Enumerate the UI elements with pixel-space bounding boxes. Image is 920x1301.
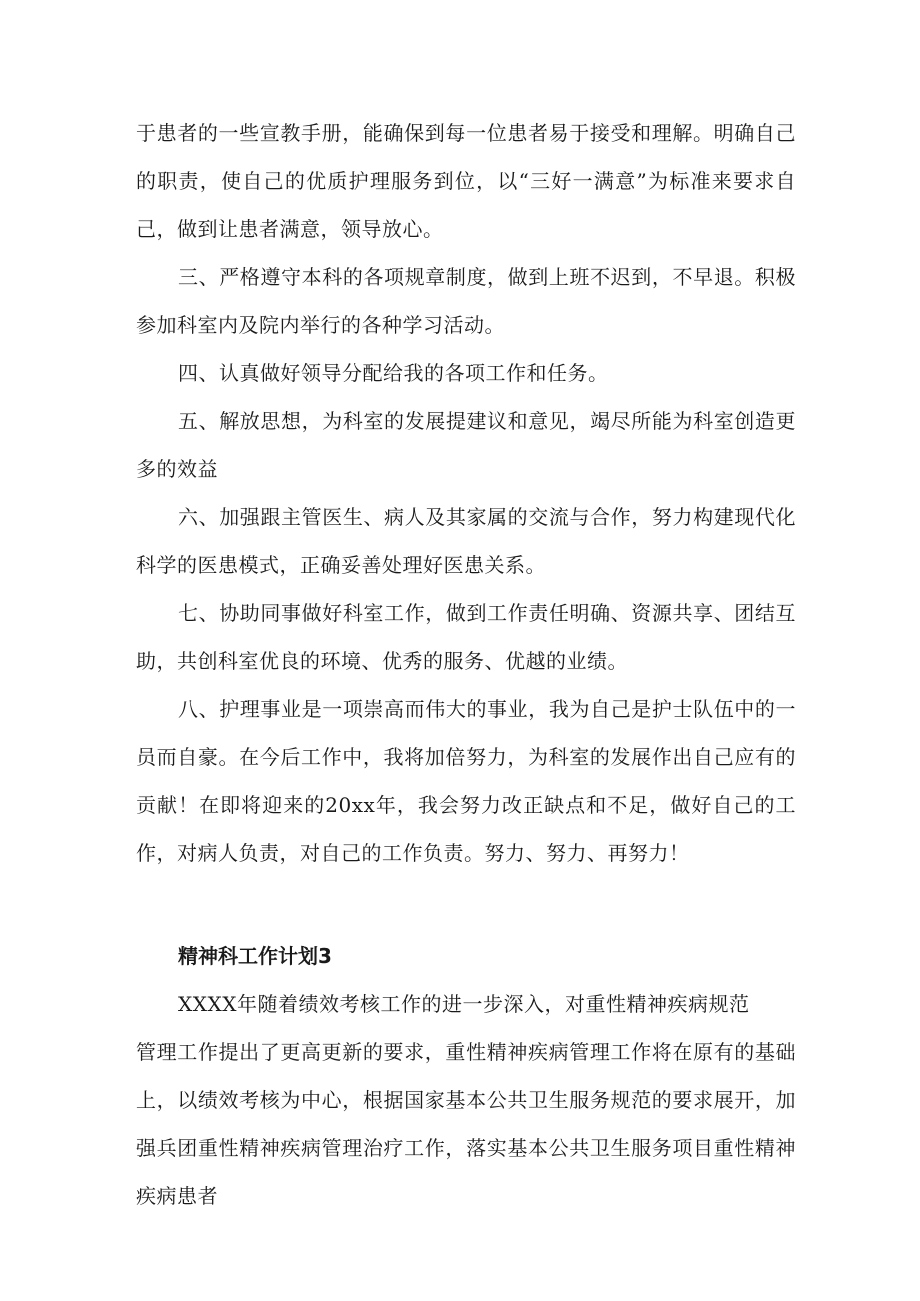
paragraph-item-7: 七、协助同事做好科室工作，做到工作责任明确、资源共享、团结互助，共创科室优良的环境、优秀的服务、优越的业绩。 [136,601,796,673]
paragraph-item-3: 三、严格遵守本科的各项规章制度，做到上班不迟到，不早退。积极参加科室内及院内举行的各种学习活动。 [136,265,796,337]
paragraph-item-8: 八、护理事业是一项崇高而伟大的事业，我为自己是护士队伍中的一员而自豪。在今后工作中，我将加倍努力，为科室的发展作出自己应有的贡献！在即将迎来的20xx年，我会努力改正缺点和不足，做好自己的工作，对病人负责，对自己的工作负责。努力、努力、再努力！ [136,697,796,865]
section-paragraph-body: 管理工作提出了更高更新的要求，重性精神疾病管理工作将在原有的基础上，以绩效考核为中心，根据国家基本公共卫生服务规范的要求展开，加强兵团重性精神疾病管理治疗工作，落实基本公共卫生服务项目重性精神疾病患者 [136,1040,796,1208]
paragraph-continuation: 于患者的一些宣教手册，能确保到每一位患者易于接受和理解。明确自己的职责，使自己的优质护理服务到位，以“三好一满意”为标准来要求自己，做到让患者满意，领导放心。 [136,121,796,241]
paragraph-item-6: 六、加强跟主管医生、病人及其家属的交流与合作，努力构建现代化科学的医患模式，正确妥善处理好医患关系。 [136,505,796,577]
section-heading: 精神科工作计划3 [178,944,332,968]
paragraph-item-5: 五、解放思想，为科室的发展提建议和意见，竭尽所能为科室创造更多的效益 [136,409,796,481]
section-paragraph-first-line: XXXX年随着绩效考核工作的进一步深入，对重性精神疾病规范 [178,992,750,1016]
paragraph-item-4: 四、认真做好领导分配给我的各项工作和任务。 [178,361,609,385]
